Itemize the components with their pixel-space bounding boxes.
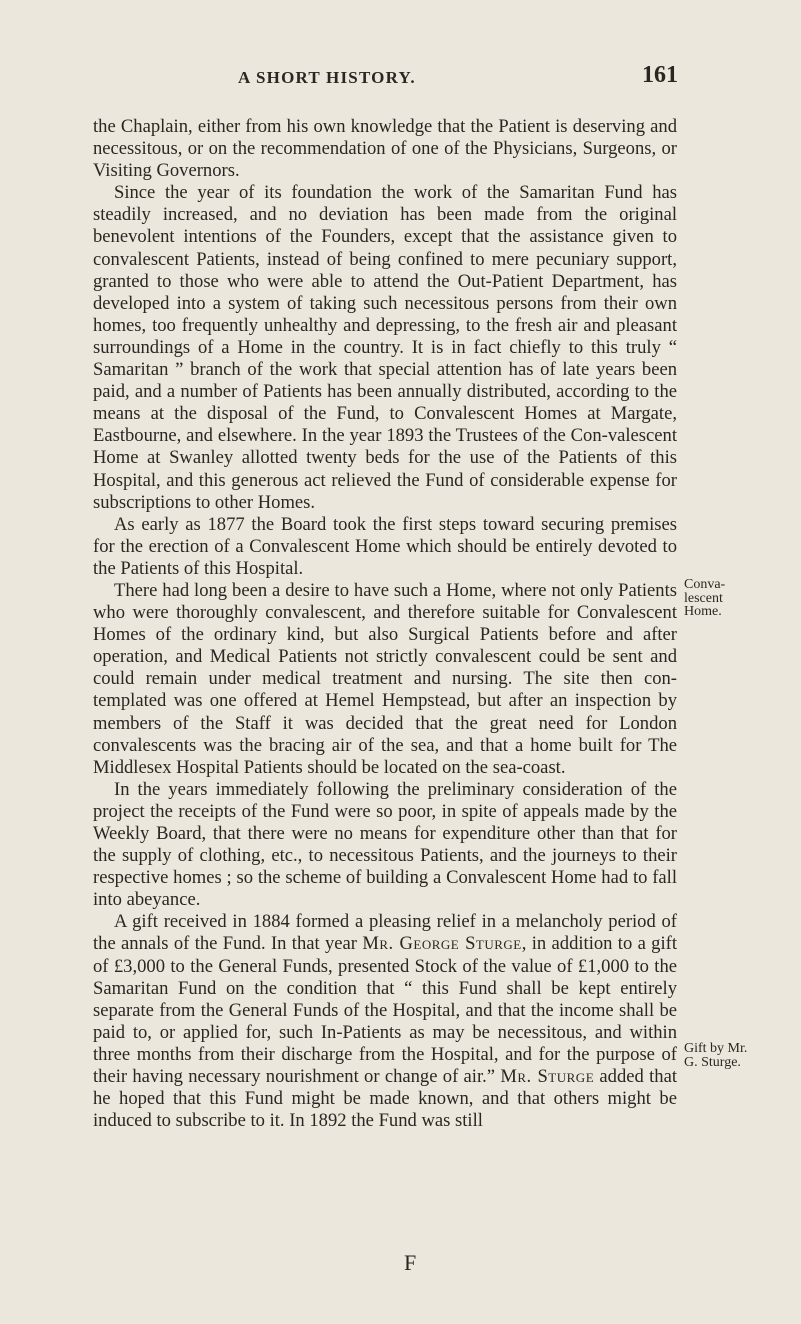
page-number: 161 <box>642 62 678 88</box>
page-header <box>118 64 678 94</box>
paragraph-1: the Chaplain, either from his own knowledge that the Patient is deserving and necessitous, or on the recommendation of one of the Physicians, Surgeons, or Visiting Governors. <box>93 116 677 182</box>
body-text <box>93 116 677 1132</box>
marginal-note-convalescent-home: Conva- lescent Home. <box>684 577 726 619</box>
running-title: A SHORT HISTORY. <box>238 68 416 87</box>
name-george-sturge: Mr. George Sturge <box>362 933 522 955</box>
signature-mark: F <box>404 1250 417 1275</box>
marginal-note-gift-sturge: Gift by Mr. G. Sturge. <box>684 1041 748 1070</box>
paragraph-2: Since the year of its foundation the work of the Samaritan Fund has steadily increased, and no deviation has been made from the original benevolent intentions of the Founders, except that the assistance given to convalescent Patients, instead of being confined to mere pecuniary support, granted to those who were able to attend the Out-Patient Department, has developed into a system of taking such necessitous persons from their own homes, too frequently unhealthy and depressing, to the fresh air and pleasant surroundings of a Home in the country. It is in fact chiefly to this truly “ Samaritan ” branch of the work that special attention has of late years been paid, and a number of Patients has been annually distributed, according to the means at the disposal of the Fund, to Convalescent Homes at Margate, Eastbourne, and elsewhere. In the year 1893 the Trustees of the Con-valescent Home at Swanley allotted twenty beds for the use of the Patients of this Hospital, and this generous act relieved the Fund of considerable expense for subscriptions to other Homes. <box>93 182 677 513</box>
paragraph-4: There had long been a desire to have such a Home, where not only Patients who were thoroughly convalescent, and therefore suitable for Convalescent Homes of the ordinary kind, but also Surgical Patients before and after operation, and Medical Patients not strictly convalescent could be sent and could remain under medical treatment and nursing. The site then con-templated was one offered at Hemel Hempstead, but after an inspection by members of the Staff it was decided that the great need for London convalescents was the bracing air of the sea, and that a home built for The Middlesex Hospital Patients should be located on the sea-coast. <box>93 579 677 778</box>
paragraph-5: In the years immediately following the preliminary consideration of the project the receipts of the Fund were so poor, in spite of appeals made by the Weekly Board, that there were no means for expenditure other than that for the supply of clothing, etc., to necessitous Patients, and the journeys to their respective homes ; so the scheme of building a Convalescent Home had to fall into abeyance. <box>93 778 677 911</box>
paragraph-6: A gift received in 1884 formed a pleasing relief in a melancholy period of the annals of the Fund. In that year Mr. George Sturge, in addition to a gift of £3,000 to the General Funds, presented Stock of the value of £1,000 to the Samaritan Fund on the condition that “ this Fund shall be kept entirely separate from the General Funds of the Hospital, and that the income shall be paid to, or applied for, such In-Patients as may be necessitous, and within three months from their discharge from the Hospital, and for the purpose of their having necessary nourishment or change of air.” Mr. Sturge added that he hoped that this Fund might be made known, and that others might be induced to subscribe to it. In 1892 the Fund was still <box>93 911 678 1132</box>
name-sturge: Mr. Sturge <box>500 1066 595 1088</box>
paragraph-3: As early as 1877 the Board took the first steps toward securing premises for the erection of a Convalescent Home which should be entirely devoted to the Patients of this Hospital. <box>93 513 677 579</box>
